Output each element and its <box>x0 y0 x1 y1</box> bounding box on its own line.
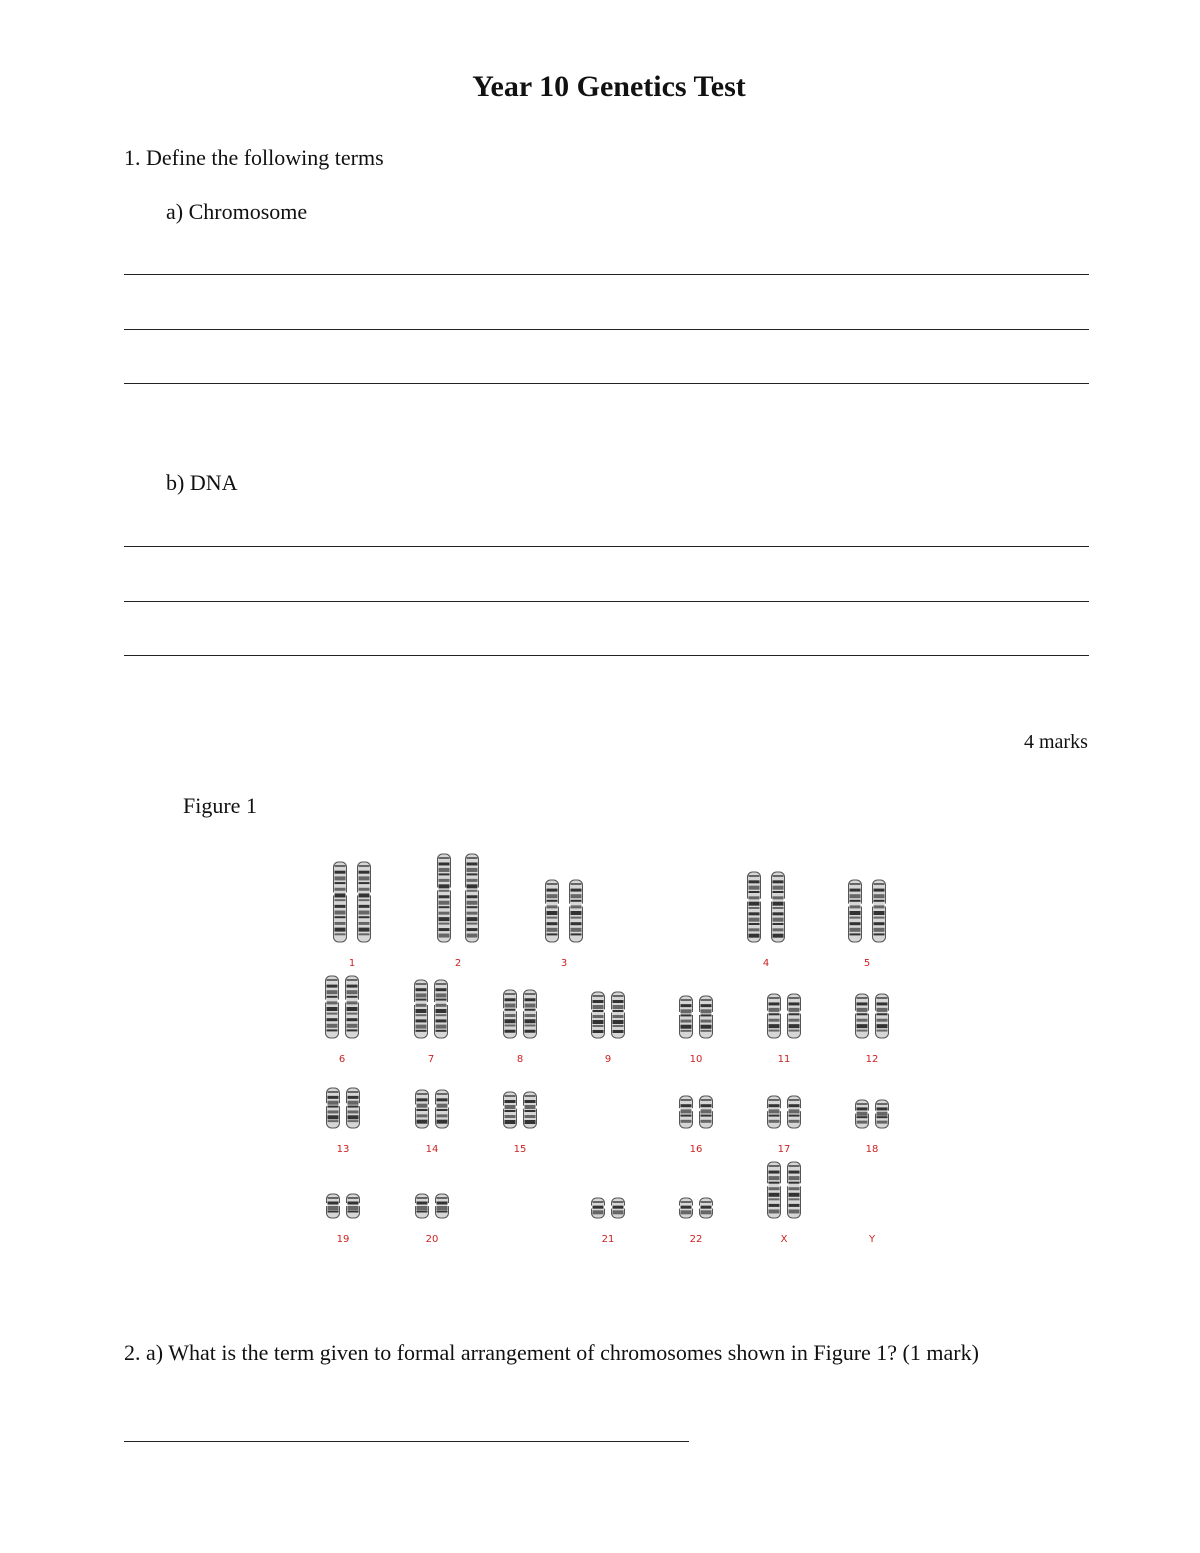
chromosome-10-b <box>699 996 714 1038</box>
chromosome-8-b <box>523 990 538 1038</box>
question-1a-label: a) Chromosome <box>166 199 308 224</box>
chromosome-label: 19 <box>336 1234 350 1245</box>
chromosome-X-a <box>767 1162 782 1218</box>
chromosome-label: 8 <box>516 1054 524 1065</box>
chromosome-label: 6 <box>338 1054 346 1065</box>
chromosome-7-a <box>414 980 429 1038</box>
chromosome-label: 16 <box>689 1144 703 1155</box>
chromosome-3-b <box>569 880 584 942</box>
chromosome-2-b <box>465 854 480 942</box>
chromosome-label: 3 <box>560 958 568 969</box>
chromosome-1-a <box>333 862 348 942</box>
chromosome-label: 5 <box>863 958 871 969</box>
chromosome-3-a <box>545 880 560 942</box>
chromosome-20-b <box>435 1194 450 1218</box>
chromosome-19-a <box>326 1194 341 1218</box>
chromosome-label: X <box>780 1234 788 1245</box>
chromosome-9-a <box>591 992 606 1038</box>
page-title: Year 10 Genetics Test <box>472 70 746 103</box>
question-2a-prompt: 2. a) What is the term given to formal arrangement of chromosomes shown in Figure 1? (1 mark) <box>124 1340 979 1365</box>
chromosome-16-b <box>699 1096 714 1128</box>
marks-label: 4 marks <box>1024 731 1088 753</box>
chromosome-label: 9 <box>604 1054 612 1065</box>
chromosome-13-b <box>346 1088 361 1128</box>
chromosome-9-b <box>611 992 626 1038</box>
chromosome-2-a <box>437 854 452 942</box>
chromosome-5-a <box>848 880 863 942</box>
chromosome-8-a <box>503 990 518 1038</box>
chromosome-17-a <box>767 1096 782 1128</box>
chromosome-18-a <box>855 1100 870 1128</box>
chromosome-label: 15 <box>513 1144 527 1155</box>
chromosome-X-b <box>787 1162 802 1218</box>
chromosome-label: 2 <box>454 958 462 969</box>
chromosome-1-b <box>357 862 372 942</box>
chromosome-13-a <box>326 1088 341 1128</box>
chromosome-21-b <box>611 1198 626 1218</box>
chromosome-15-b <box>523 1092 538 1128</box>
chromosome-label: 7 <box>427 1054 435 1065</box>
chromosome-11-b <box>787 994 802 1038</box>
chromosome-label: 20 <box>425 1234 439 1245</box>
chromosome-20-a <box>415 1194 430 1218</box>
chromosome-14-a <box>415 1090 430 1128</box>
chromosome-label: 1 <box>348 958 356 969</box>
chromosome-label: 22 <box>689 1234 703 1245</box>
chromosome-6-a <box>325 976 340 1038</box>
chromosome-22-b <box>699 1198 714 1218</box>
chromosome-5-b <box>872 880 887 942</box>
chromosome-4-b <box>771 872 786 942</box>
chromosome-12-a <box>855 994 870 1038</box>
chromosome-label: 11 <box>777 1054 791 1065</box>
chromosome-22-a <box>679 1198 694 1218</box>
chromosome-label: 21 <box>601 1234 615 1245</box>
chromosome-label: 18 <box>865 1144 879 1155</box>
chromosome-10-a <box>679 996 694 1038</box>
chromosome-label: 4 <box>762 958 770 969</box>
chromosome-6-b <box>345 976 360 1038</box>
chromosome-21-a <box>591 1198 606 1218</box>
question-1b-label: b) DNA <box>166 470 238 495</box>
chromosome-15-a <box>503 1092 518 1128</box>
chromosome-18-b <box>875 1100 890 1128</box>
chromosome-label: 12 <box>865 1054 879 1065</box>
chromosome-label: 14 <box>425 1144 439 1155</box>
chromosome-17-b <box>787 1096 802 1128</box>
chromosome-7-b <box>434 980 449 1038</box>
chromosome-label: 17 <box>777 1144 791 1155</box>
chromosome-12-b <box>875 994 890 1038</box>
chromosome-label: 10 <box>689 1054 703 1065</box>
chromosome-label: Y <box>868 1234 876 1245</box>
chromosome-16-a <box>679 1096 694 1128</box>
chromosome-4-a <box>747 872 762 942</box>
chromosome-14-b <box>435 1090 450 1128</box>
chromosome-11-a <box>767 994 782 1038</box>
answer-line-2a[interactable] <box>124 1441 689 1442</box>
question-1-prompt: 1. Define the following terms <box>124 145 384 170</box>
chromosome-19-b <box>346 1194 361 1218</box>
chromosome-label: 13 <box>336 1144 350 1155</box>
figure-label: Figure 1 <box>183 793 257 818</box>
